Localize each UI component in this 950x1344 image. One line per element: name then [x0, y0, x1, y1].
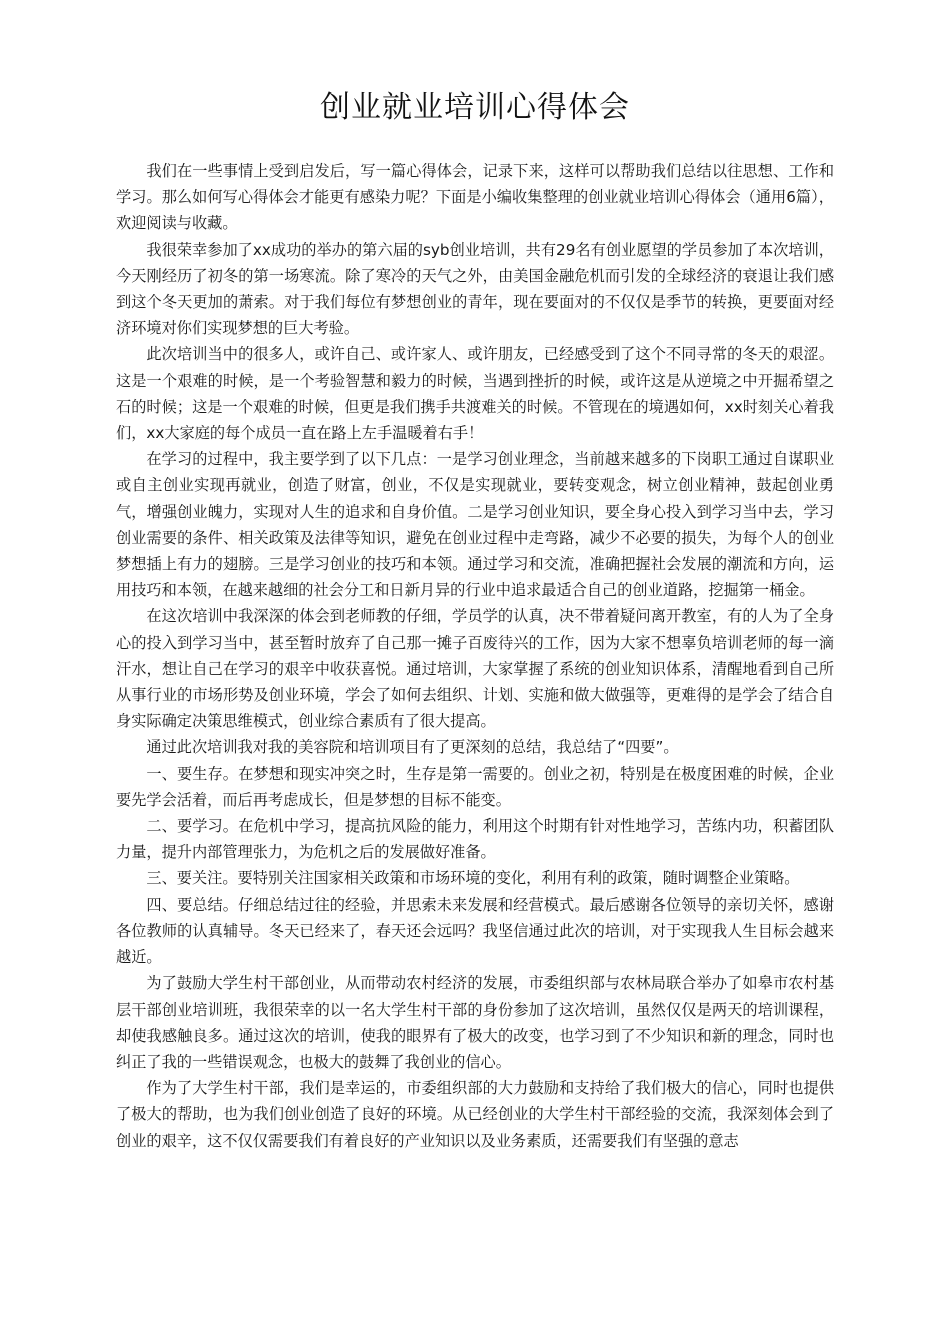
- document-title: 创业就业培训心得体会: [320, 90, 630, 125]
- document-body: [116, 158, 834, 1154]
- paragraph-point-survive: 一、要生存。在梦想和现实冲突之时，生存是第一需要的。创业之初，特别是在极度困难的时候，企业要先学会活着，而后再考虑成长，但是梦想的目标不能变。: [116, 764, 834, 809]
- paragraph-point-summary: 四、要总结。仔细总结过往的经验，并思索未来发展和经营模式。最后感谢各位领导的亲切关怀，感谢各位教师的认真辅导。冬天已经来了，春天还会远吗？我坚信通过此次的培训，对于实现我人生目标会越来越近。: [116, 895, 834, 967]
- paragraph: 为了鼓励大学生村干部创业，从而带动农村经济的发展，市委组织部与农林局联合举办了如皋市农村基层干部创业培训班，我很荣幸的以一名大学生村干部的身份参加了这次培训，虽然仅仅是两天的培训课程，却使我感触良多。通过这次的培训，使我的眼界有了极大的改变，也学习到了不少知识和新的理念，同时也纠正了我的一些错误观念，也极大的鼓舞了我创业的信心。: [116, 974, 834, 1071]
- paragraph: 在学习的过程中，我主要学到了以下几点：一是学习创业理念，当前越来越多的下岗职工通过自谋职业或自主创业实现再就业，创造了财富，创业，不仅是实现就业，要转变观念，树立创业精神，鼓起创业勇气，增强创业魄力，实现对人生的追求和自身价值。二是学习创业知识，要全身心投入到学习当中去，学习创业需要的条件、相关政策及法律等知识，避免在创业过程中走弯路，减少不必要的损失，为每个人的创业梦想插上有力的翅膀。三是学习创业的技巧和本领。通过学习和交流，准确把握社会发展的潮流和方向，运用技巧和本领，在越来越细的社会分工和日新月异的行业中追求最适合自己的创业道路，挖掘第一桶金。: [116, 450, 834, 600]
- paragraph: 在这次培训中我深深的体会到老师教的仔细，学员学的认真，决不带着疑问离开教室，有的人为了全身心的投入到学习当中，甚至暂时放弃了自己那一摊子百废待兴的工作，因为大家不想辜负培训老师的每一滴汗水，想让自己在学习的艰辛中收获喜悦。通过培训，大家掌握了系统的创业知识体系，清醒地看到自己所从事行业的市场形势及创业环境，学会了如何去组织、计划、实施和做大做强等，更难得的是学会了结合自身实际确定决策思维模式，创业综合素质有了很大提高。: [116, 607, 834, 731]
- paragraph: 作为了大学生村干部，我们是幸运的，市委组织部的大力鼓励和支持给了我们极大的信心，同时也提供了极大的帮助，也为我们创业创造了良好的环境。从已经创业的大学生村干部经验的交流，我深刻体会到了创业的艰辛，这不仅仅需要我们有着良好的产业知识以及业务素质，还需要我们有坚强的意志: [116, 1079, 834, 1150]
- paragraph-intro: 我们在一些事情上受到启发后，写一篇心得体会，记录下来，这样可以帮助我们总结以往思想、工作和学习。那么如何写心得体会才能更有感染力呢？下面是小编收集整理的创业就业培训心得体会（通用6篇），欢迎阅读与收藏。: [116, 162, 834, 233]
- paragraph: 此次培训当中的很多人，或许自己、或许家人、或许朋友，已经感受到了这个不同寻常的冬天的艰涩。这是一个艰难的时候，是一个考验智慧和毅力的时候，当遇到挫折的时候，或许这是从逆境之中开掘希望之石的时候；这是一个艰难的时候，但更是我们携手共渡难关的时候。不管现在的境遇如何，xx时刻关心着我们，xx大家庭的每个成员一直在路上左手温暖着右手！: [116, 345, 834, 443]
- paragraph: 我很荣幸参加了xx成功的举办的第六届的syb创业培训，共有29名有创业愿望的学员参加了本次培训，今天刚经历了初冬的第一场寒流。除了寒冷的天气之外，由美国金融危机而引发的全球经济的衰退让我们感到这个冬天更加的萧索。对于我们每位有梦想创业的青年，现在要面对的不仅仅是季节的转换，更要面对经济环境对你们实现梦想的巨大考验。: [116, 240, 834, 338]
- paragraph-point-attention: 三、要关注。要特别关注国家相关政策和市场环境的变化，利用有利的政策，随时调整企业策略。: [146, 869, 800, 888]
- paragraph: 通过此次培训我对我的美容院和培训项目有了更深刻的总结，我总结了“四要”。: [146, 738, 679, 757]
- paragraph-point-learn: 二、要学习。在危机中学习，提高抗风险的能力，利用这个时期有针对性地学习，苦练内功，积蓄团队力量，提升内部管理张力，为危机之后的发展做好准备。: [116, 817, 834, 862]
- document-page: [116, 84, 834, 1154]
